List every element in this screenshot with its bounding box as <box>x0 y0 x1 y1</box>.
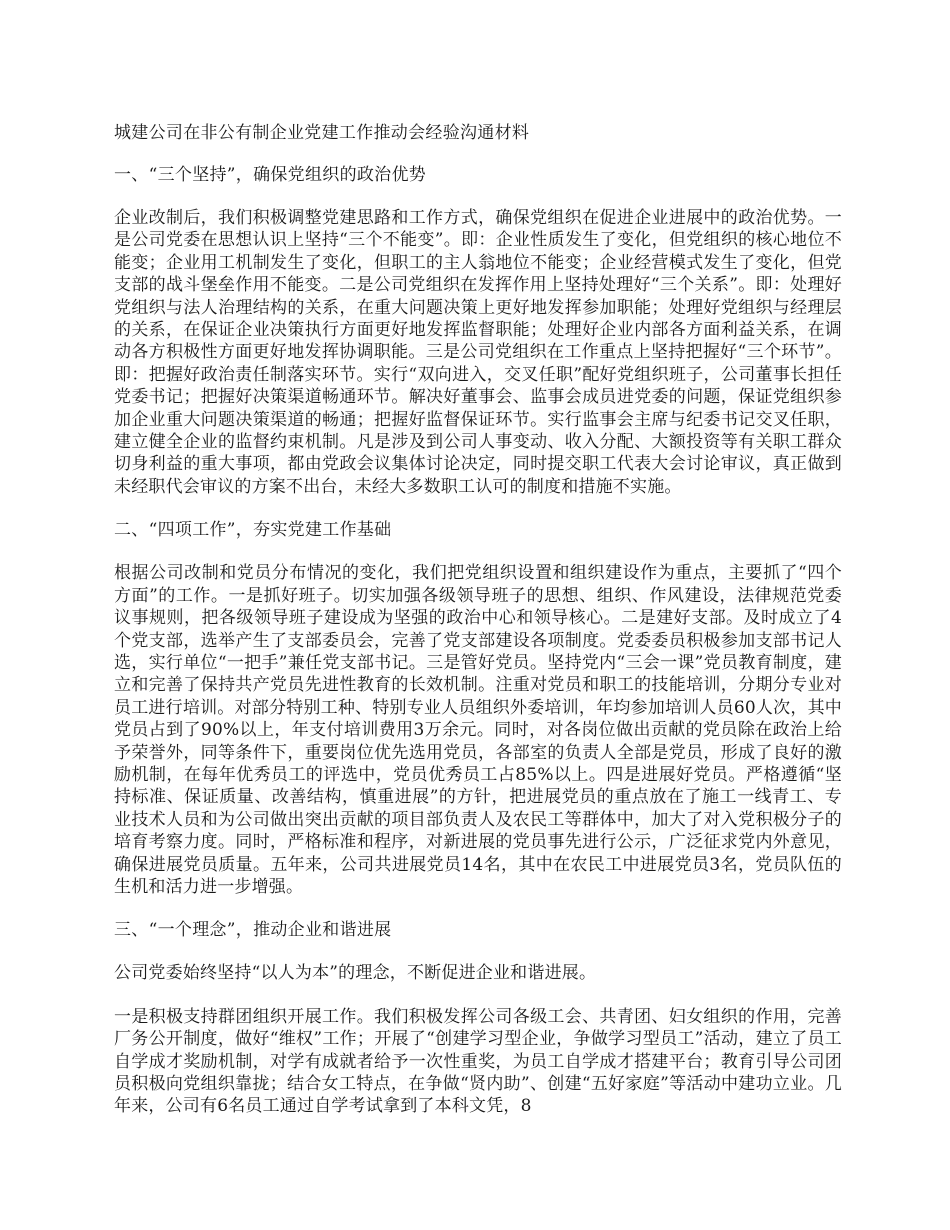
section-2-paragraph-1: 根据公司改制和党员分布情况的变化，我们把党组织设置和组织建设作为重点，主要抓了“四个方面”的工作。一是抓好班子。切实加强各级领导班子的思想、组织、作风建设，法律规范党委议事规则，把各级领导班子建设成为坚强的政治中心和领导核心。二是建好支部。及时成立了4个党支部，选举产生了支部委员会，完善了党支部建设各项制度。党委委员积极参加支部书记人选，实行单位“一把手”兼任党支部书记。三是管好党员。坚持党内“三会一课”党员教育制度，建立和完善了保持共产党员先进性教育的长效机制。注重对党员和职工的技能培训，分期分专业对员工进行培训。对部分特别工种、特别专业人员组织外委培训，年均参加培训人员60人次，其中党员占到了90%以上，年支付培训费用3万余元。同时，对各岗位做出贡献的党员除在政治上给予荣誉外，同等条件下，重要岗位优先选用党员，各部室的负责人全部是党员，形成了良好的激励机制，在每年优秀员工的评选中，党员优秀员工占85%以上。四是进展好党员。严格遵循“坚持标准、保证质量、改善结构，慎重进展”的方针，把进展党员的重点放在了施工一线青工、专业技术人员和为公司做出突出贡献的项目部负责人及农民工等群体中，加大了对入党积极分子的培育考察力度。同时，严格标准和程序，对新进展的党员事先进行公示，广泛征求党内外意见，确保进展党员质量。五年来，公司共进展党员14名，其中在农民工中进展党员3名，党员队伍的生机和活力进一步增强。 <box>114 563 842 897</box>
document-title: 城建公司在非公有制企业党建工作推动会经验沟通材料 <box>114 123 530 143</box>
section-3-paragraph-2: 一是积极支持群团组织开展工作。我们积极发挥公司各级工会、共青团、妇女组织的作用，完善厂务公开制度，做好“维权”工作；开展了“创建学习型企业，争做学习型员工”活动，建立了员工自学成才奖励机制，对学有成就者给予一次性重奖，为员工自学成才搭建平台；教育引导公司团员积极向党组织靠拢；结合女工特点，在争做“贤内助”、创建“五好家庭”等活动中建功立业。几年来，公司有6名员工通过自学考试拿到了本科文凭，8 <box>114 1006 842 1117</box>
section-3-heading: 三、“一个理念”，推动企业和谐进展 <box>114 920 392 941</box>
section-2-heading: 二、“四项工作”，夯实党建工作基础 <box>114 520 392 541</box>
section-3-paragraph-1: 公司党委始终坚持“以人为本”的理念，不断促进企业和谐进展。 <box>114 963 597 984</box>
section-1-heading: 一、“三个坚持”，确保党组织的政治优势 <box>114 165 427 185</box>
section-1-paragraph-1: 企业改制后，我们积极调整党建思路和工作方式，确保党组织在促进企业进展中的政治优势。一是公司党委在思想认识上坚持“三个不能变”。即：企业性质发生了变化，但党组织的核心地位不能变；企业用工机制发生了变化，但职工的主人翁地位不能变；企业经营模式发生了变化，但党支部的战斗堡垒作用不能变。二是公司党组织在发挥作用上坚持处理好“三个关系”。即：处理好党组织与法人治理结构的关系，在重大问题决策上更好地发挥参加职能；处理好党组织与经理层的关系，在保证企业决策执行方面更好地发挥监督职能；处理好企业内部各方面利益关系，在调动各方积极性方面更好地发挥协调职能。三是公司党组织在工作重点上坚持把握好“三个环节”。即：把握好政治责任制落实环节。实行“双向进入，交叉任职”配好党组织班子，公司董事长担任党委书记；把握好决策渠道畅通环节。解决好董事会、监事会成员进党委的问题，保证党组织参加企业重大问题决策渠道的畅通；把握好监督保证环节。实行监事会主席与纪委书记交叉任职，建立健全企业的监督约束机制。凡是涉及到公司人事变动、收入分配、大额投资等有关职工群众切身利益的重大事项，都由党政会议集体讨论决定，同时提交职工代表大会讨论审议，真正做到未经职代会审议的方案不出台，未经大多数职工认可的制度和措施不实施。 <box>114 208 842 497</box>
document-page <box>114 122 842 1139</box>
